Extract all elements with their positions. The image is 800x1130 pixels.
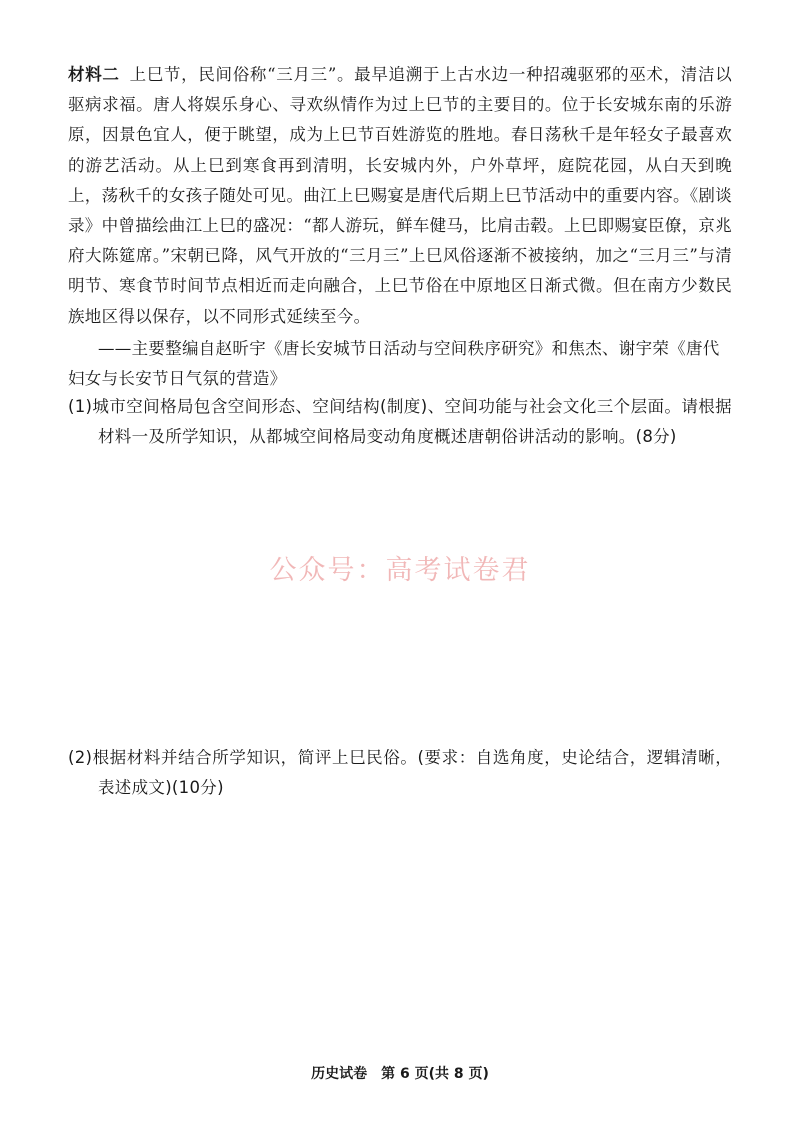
question-2 — [68, 743, 732, 803]
source-text: ——主要整编自赵昕宇《唐长安城节日活动与空间秩序研究》和焦杰、谢宇荣《唐代妇女与长安节日气氛的营造》 — [68, 339, 720, 389]
question-2-text: (2)根据材料并结合所学知识，简评上巳民俗。(要求：自选角度，史论结合，逻辑清晰，表述成文)(10分) — [68, 748, 732, 798]
question-1 — [68, 392, 732, 452]
material-text: 上巳节，民间俗称“三月三”。最早追溯于上古水边一种招魂驱邪的巫术，清洁以驱病求福。唐人将娱乐身心、寻欢纵情作为过上巳节的主要目的。位于长安城东南的乐游原，因景色宜人，便于眺望，成为上巳节百姓游览的胜地。春日荡秋千是年轻女子最喜欢的游艺活动。从上巳到寒食再到清明，长安城内外，户外草坪，庭院花园，从白天到晚上，荡秋千的女孩子随处可见。曲江上巳赐宴是唐代后期上巳节活动中的重要内容。《剧谈录》中曾描绘曲江上巳的盛况：“都人游玩，鲜车健马，比肩击毂。上巳即赐宴臣僚，京兆府大陈筵席。”宋朝已降，风气开放的“三月三”上巳风俗逐渐不被接纳，加之“三月三”与清明节、寒食节时间节点相近而走向融合，上巳节俗在中原地区日渐式微。但在南方少数民族地区得以保存，以不同形式延续至今。 — [68, 65, 732, 326]
material-label: 材料二 — [68, 65, 120, 84]
question-1-text: (1)城市空间格局包含空间形态、空间结构(制度)、空间功能与社会文化三个层面。请根据材料一及所学知识，从都城空间格局变动角度概述唐朝俗讲活动的影响。(8分) — [68, 397, 732, 447]
material-two-passage — [68, 60, 732, 332]
source-citation — [68, 334, 732, 394]
watermark: 公众号：高考试卷君 — [269, 555, 531, 586]
page-footer: 历史试卷 第 6 页(共 8 页) — [311, 1066, 489, 1082]
